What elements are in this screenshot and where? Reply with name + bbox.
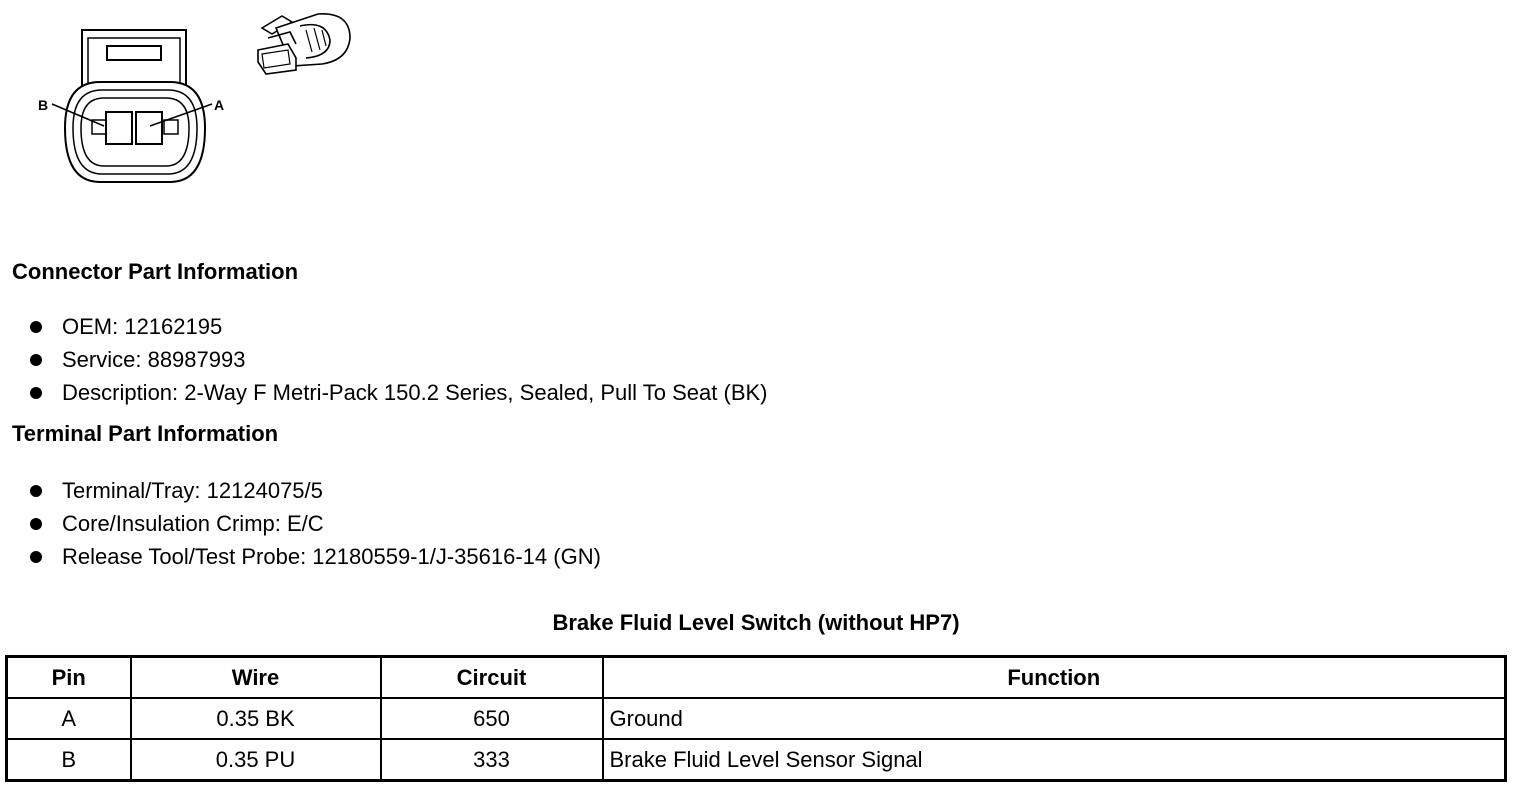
list-item-text: Core/Insulation Crimp: E/C — [62, 511, 324, 536]
bullet-icon — [30, 485, 42, 497]
header-wire: Wire — [131, 657, 381, 699]
list-item — [30, 310, 768, 343]
list-item — [30, 474, 601, 507]
connector-drawing — [0, 0, 360, 200]
table-row — [7, 698, 1506, 739]
header-circuit: Circuit — [381, 657, 603, 699]
cell-function: Brake Fluid Level Sensor Signal — [603, 739, 1506, 781]
bullet-icon — [30, 518, 42, 530]
list-item — [30, 540, 601, 573]
header-function: Function — [603, 657, 1506, 699]
header-pin: Pin — [7, 657, 131, 699]
cell-wire: 0.35 PU — [131, 739, 381, 781]
list-item-text: Service: 88987993 — [62, 347, 246, 372]
list-item — [30, 507, 601, 540]
connector-part-list — [30, 310, 768, 409]
cell-pin: B — [7, 739, 131, 781]
pin-table-title: Brake Fluid Level Switch (without HP7) — [552, 610, 960, 635]
cell-circuit: 650 — [381, 698, 603, 739]
list-item-text: OEM: 12162195 — [62, 314, 223, 339]
cell-function: Ground — [603, 698, 1506, 739]
connector-part-title: Connector Part Information — [12, 259, 299, 284]
cell-pin: A — [7, 698, 131, 739]
cell-circuit: 333 — [381, 739, 603, 781]
pin-a-label: A — [214, 97, 225, 113]
bullet-icon — [30, 551, 42, 563]
list-item-text: Release Tool/Test Probe: 12180559-1/J-35616-14 (GN) — [62, 544, 601, 569]
bullet-icon — [30, 387, 42, 399]
bullet-icon — [30, 321, 42, 333]
pin-table — [5, 655, 1507, 782]
terminal-part-title: Terminal Part Information — [12, 421, 279, 446]
list-item — [30, 343, 768, 376]
connector-isometric — [258, 14, 350, 74]
list-item — [30, 376, 768, 409]
pin-b-label: B — [38, 97, 49, 113]
list-item-text: Terminal/Tray: 12124075/5 — [62, 478, 323, 503]
connector-face — [52, 30, 212, 182]
table-header-row — [7, 657, 1506, 699]
list-item-text: Description: 2-Way F Metri-Pack 150.2 Series, Sealed, Pull To Seat (BK) — [62, 380, 768, 405]
cell-wire: 0.35 BK — [131, 698, 381, 739]
bullet-icon — [30, 354, 42, 366]
table-row — [7, 739, 1506, 781]
terminal-part-list — [30, 474, 601, 573]
